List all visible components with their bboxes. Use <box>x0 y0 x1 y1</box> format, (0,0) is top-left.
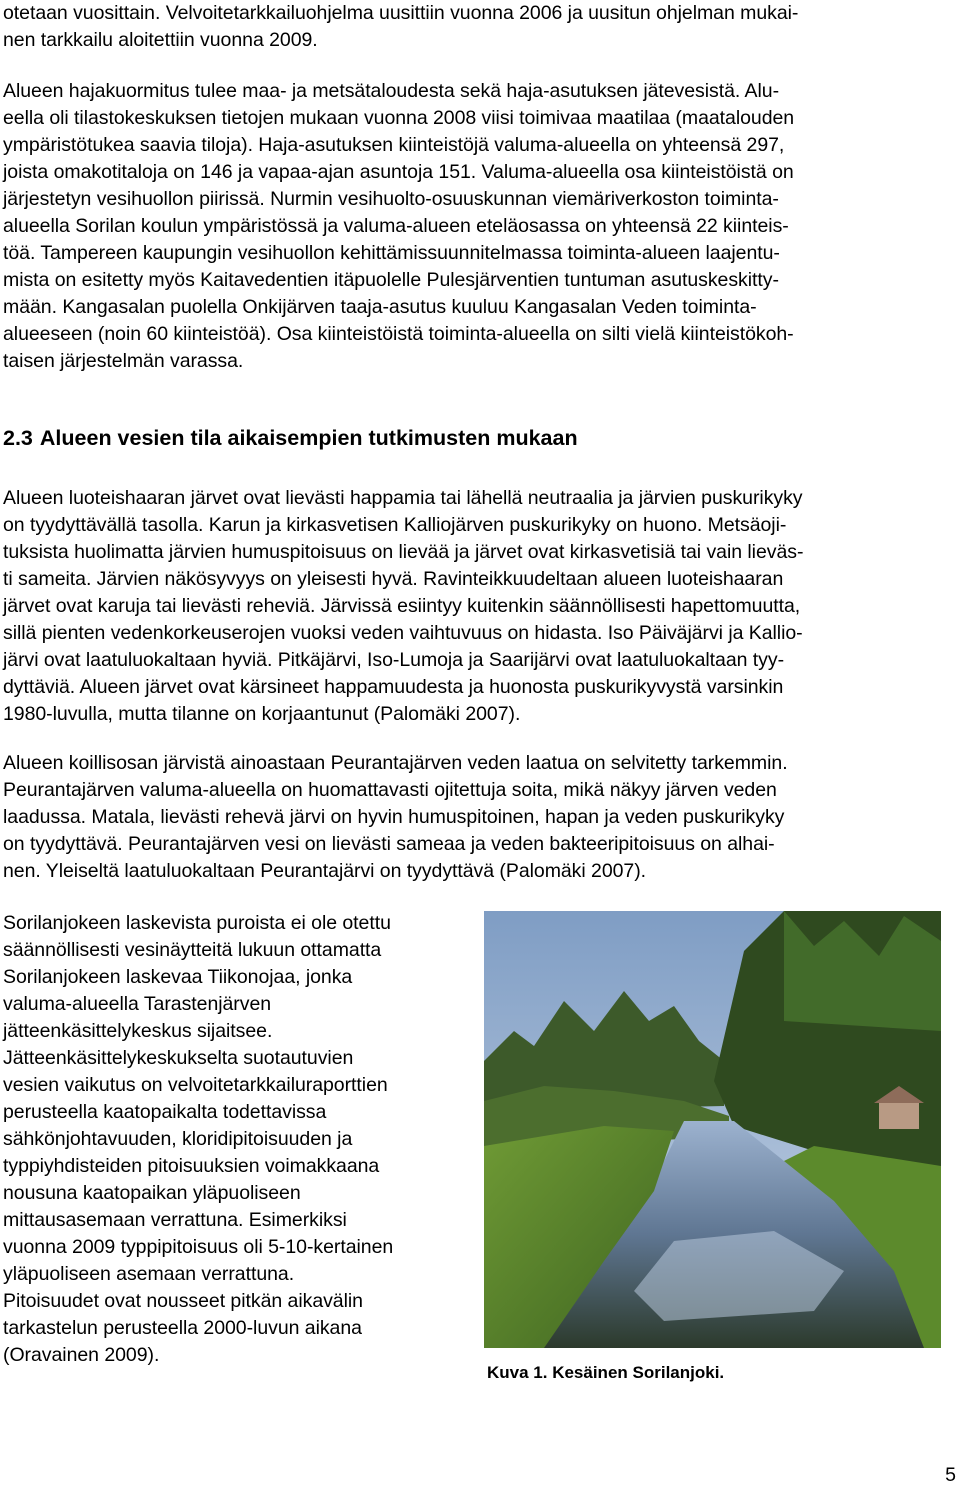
text-line: dyttäviä. Alueen järvet ovat kärsineet happamuudesta ja huonosta puskurikyvystä varsinkin <box>3 676 784 698</box>
text-line: alueella Sorilan koulun ympäristössä ja valuma-alueen eteläosassa on yhteensä 22 kiinteis- <box>3 215 789 237</box>
section-title: Alueen vesien tila aikaisempien tutkimusten mukaan <box>39 426 578 450</box>
text-line: 1980-luvulla, mutta tilanne on korjaantunut (Palomäki 2007). <box>3 703 521 725</box>
text-line: nen tarkkailu aloitettiin vuonna 2009. <box>3 29 318 51</box>
text-line: mään. Kangasalan puolella Onkijärven taaja-asutus kuuluu Kangasalan Veden toiminta- <box>3 296 757 318</box>
text-line: säännöllisesti vesinäytteitä lukuun ottamatta <box>3 939 382 961</box>
text-line: Alueen luoteishaaran järvet ovat lievästi happamia tai lähellä neutraalia ja järvien puskurikyky <box>3 487 803 509</box>
text-line: sillä pienten vedenkorkeuserojen vuoksi veden vaihtuvuus on hidasta. Iso Päiväjärvi ja Kallio- <box>3 622 803 644</box>
text-line: sähkönjohtavuuden, kloridipitoisuuden ja <box>3 1128 353 1150</box>
text-line: laadussa. Matala, lievästi rehevä järvi on hyvin humuspitoinen, hapan ja veden puskurikyky <box>3 806 785 828</box>
text-line: tarkastelun perusteella 2000-luvun aikana <box>3 1317 362 1339</box>
text-line: eella oli tilastokeskuksen tietojen mukaan vuonna 2008 viisi toimivaa maatilaa (maatalouden <box>3 107 795 129</box>
text-line: mista on esitetty myös Kaitavedentien itäpuolelle Pulesjärventien tuntuman asutuskeskitty- <box>3 269 779 291</box>
text-line: vuonna 2009 typpipitoisuus oli 5-10-kertainen <box>3 1236 394 1258</box>
text-line: järvi ovat laatuluokaltaan hyviä. Pitkäjärvi, Iso-Lumoja ja Saarijärvi ovat laatuluokaltaan tyy- <box>3 649 785 671</box>
text-line: järjestetyn vesihuollon piirissä. Nurmin vesihuolto-osuuskunnan viemäriverkoston toiminta- <box>3 188 779 210</box>
text-line: alueeseen (noin 60 kiinteistöä). Osa kiinteistöistä toiminta-alueella on silti vielä kiinteistökoh- <box>3 323 794 345</box>
text-line: Alueen hajakuormitus tulee maa- ja metsätaloudesta sekä haja-asutuksen jätevesistä. Alu- <box>3 80 780 102</box>
text-line: töä. Tampereen kaupungin vesihuollon kehittämissuunnitelmassa toiminta-alueen laajentu- <box>3 242 780 264</box>
section-number: 2.3 <box>3 426 33 450</box>
text-line: vesien vaikutus on velvoitetarkkailuraporttien <box>3 1074 388 1096</box>
text-line: taisen järjestelmän varassa. <box>3 350 244 372</box>
text-line: tuksista huolimatta järvien humuspitoisuus on lievää ja järvet ovat kirkasvetisiä tai vain lieväs- <box>3 541 804 563</box>
text-line: Alueen koillisosan järvistä ainoastaan Peurantajärven veden laatua on selvitetty tarkemmin. <box>3 752 788 774</box>
text-line: Jätteenkäsittelykeskukselta suotautuvien <box>3 1047 354 1069</box>
text-line: jätteenkäsittelykeskus sijaitsee. <box>3 1020 273 1042</box>
text-line: nen. Yleiseltä laatuluokaltaan Peurantajärvi on tyydyttävä (Palomäki 2007). <box>3 860 647 882</box>
figure-caption: Kuva 1. Kesäinen Sorilanjoki. <box>487 1363 725 1382</box>
text-line: yläpuoliseen asemaan verrattuna. <box>3 1263 295 1285</box>
page-number: 5 <box>945 1464 956 1486</box>
text-line: joista omakotitaloja on 146 ja vapaa-ajan asuntoja 151. Valuma-alueella osa kiinteistöistä on <box>3 161 794 183</box>
text-line: ympäristötukea saavia tiloja). Haja-asutuksen kiinteistöjä valuma-alueella on yhteensä 297, <box>3 134 785 156</box>
text-line: Peurantajärven valuma-alueella on huomattavasti ojitettuja soita, mikä näkyy järven veden <box>3 779 777 801</box>
text-line: järvet ovat karuja tai lievästi reheviä. Järvissä esiintyy kuitenkin säännöllisesti hapettomuutta, <box>3 595 801 617</box>
text-line: Sorilanjokeen laskevaa Tiikonojaa, jonka <box>3 966 353 988</box>
text-line: (Oravainen 2009). <box>3 1344 160 1366</box>
text-line: ti sameita. Järvien näkösyvyys on yleisesti hyvä. Ravinteikkuudeltaan alueen luoteishaaran <box>3 568 784 590</box>
river-illustration <box>484 911 941 1348</box>
text-line: perusteella kaatopaikalta todettavissa <box>3 1101 327 1123</box>
text-line: on tyydyttävä. Peurantajärven vesi on lievästi sameaa ja veden bakteeripitoisuus on alhai- <box>3 833 775 855</box>
section-heading <box>3 423 578 453</box>
text-line: Pitoisuudet ovat nousseet pitkän aikavälin <box>3 1290 363 1312</box>
text-line: otetaan vuosittain. Velvoitetarkkailuohjelma uusittiin vuonna 2006 ja uusitun ohjelman mukai- <box>3 2 799 24</box>
text-line: nousuna kaatopaikan yläpuoliseen <box>3 1182 301 1204</box>
text-line: Sorilanjokeen laskevista puroista ei ole otettu <box>3 912 391 934</box>
river-photo <box>484 911 941 1348</box>
text-line: on tyydyttävällä tasolla. Karun ja kirkasvetisen Kalliojärven puskurikyky on huono. Metsäoji- <box>3 514 787 536</box>
text-line: typpiyhdisteiden pitoisuuksien voimakkaana <box>3 1155 380 1177</box>
text-line: mittausasemaan verrattuna. Esimerkiksi <box>3 1209 347 1231</box>
text-line: valuma-alueella Tarastenjärven <box>3 993 272 1015</box>
